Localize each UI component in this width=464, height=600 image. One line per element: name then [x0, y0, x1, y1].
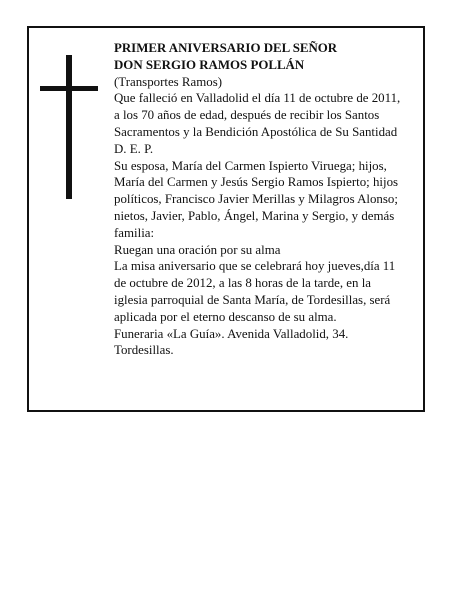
funeral-home-line: Tordesillas.	[114, 343, 174, 358]
family-paragraph-line: familia:	[114, 225, 155, 240]
company-name: (Transportes Ramos)	[114, 74, 223, 89]
death-paragraph-line: Que falleció en Valladolid el día 11 de octubre de 2011,	[114, 91, 401, 106]
notice-title-line-2: DON SERGIO RAMOS POLLÁN	[114, 57, 305, 72]
family-paragraph-line: María del Carmen y Jesús Sergio Ramos Ispierto; hijos	[114, 175, 399, 190]
family-paragraph-line: políticos, Francisco Javier Merillas y Milagros Alonso;	[114, 192, 398, 207]
cross-vertical-bar	[66, 55, 72, 199]
death-paragraph-line: a los 70 años de edad, después de recibir los Santos	[114, 108, 380, 123]
funeral-home-info	[114, 326, 422, 360]
family-paragraph	[114, 158, 422, 242]
death-paragraph-line: D. E. P.	[114, 141, 154, 156]
mass-paragraph-line: de octubre de 2012, a las 8 horas de la tarde, en la	[114, 276, 371, 291]
obituary-notice-frame	[27, 26, 425, 412]
funeral-home-line: Funeraria «La Guía». Avenida Valladolid, 34.	[114, 326, 349, 341]
prayer-request: Ruegan una oración por su alma	[114, 242, 281, 257]
mass-paragraph-line: aplicada por el eterno descanso de su alma.	[114, 309, 337, 324]
family-paragraph-line: Su esposa, María del Carmen Ispierto Viruega; hijos,	[114, 158, 387, 173]
obituary-text	[114, 40, 422, 359]
cross-icon	[40, 55, 96, 199]
family-paragraph-line: nietos, Javier, Pablo, Ángel, Marina y Sergio, y demás	[114, 208, 395, 223]
death-paragraph-line: Sacramentos y la Bendición Apostólica de Su Santidad	[114, 124, 398, 139]
death-paragraph	[114, 90, 422, 157]
mass-paragraph-line: La misa aniversario que se celebrará hoy jueves,día 11	[114, 259, 396, 274]
mass-paragraph	[114, 258, 422, 325]
notice-title-line-1: PRIMER ANIVERSARIO DEL SEÑOR	[114, 41, 338, 55]
cross-horizontal-bar	[40, 86, 98, 91]
mass-paragraph-line: iglesia parroquial de Santa María, de Tordesillas, será	[114, 292, 391, 307]
